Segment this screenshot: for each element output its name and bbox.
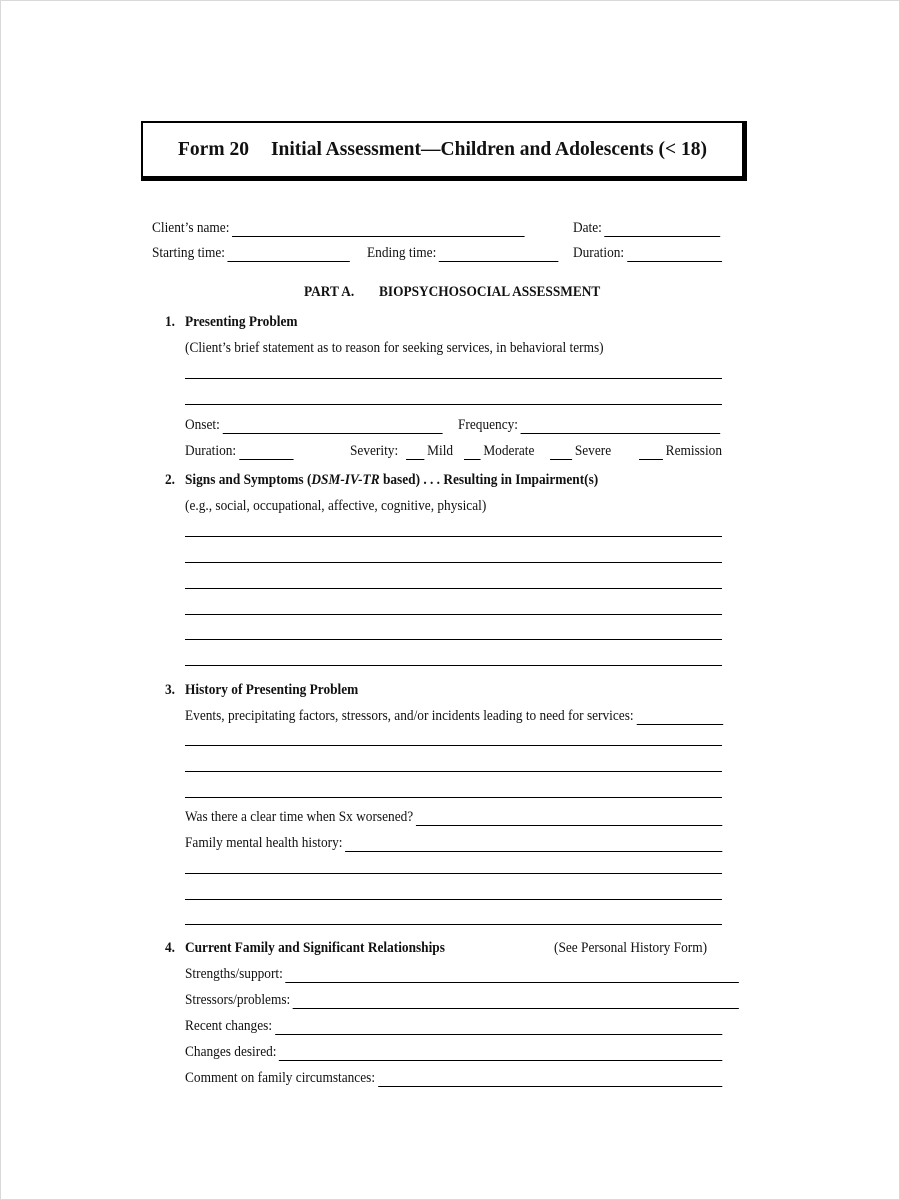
severity-moderate-option[interactable]: [464, 442, 534, 460]
section-2-heading: [185, 471, 598, 489]
section-2-line-5[interactable]: [185, 639, 722, 640]
worsened-label: Was there a clear time when Sx worsened?: [185, 809, 414, 825]
duration-field[interactable]: [573, 244, 722, 262]
severity-severe-option[interactable]: [550, 442, 611, 460]
section-2-line-3[interactable]: [185, 588, 722, 589]
frequency-blank[interactable]: [521, 420, 720, 434]
onset-field[interactable]: [185, 416, 443, 434]
events-blank[interactable]: [636, 711, 723, 725]
ending-time-label: Ending time:: [367, 245, 437, 261]
changes-desired-field[interactable]: [185, 1043, 722, 1061]
recent-changes-blank[interactable]: [275, 1021, 722, 1035]
section-3-line-3[interactable]: [185, 797, 722, 798]
changes-desired-label: Changes desired:: [185, 1044, 277, 1060]
severity-remission-option[interactable]: [639, 442, 722, 460]
worsened-field[interactable]: [185, 808, 722, 826]
family-history-label: Family mental health history:: [185, 835, 343, 851]
worsened-blank[interactable]: [416, 812, 722, 826]
stressors-label: Stressors/problems:: [185, 992, 291, 1008]
severe-label: Severe: [574, 443, 612, 459]
onset-blank[interactable]: [223, 420, 443, 434]
section-1-number: 1.: [165, 314, 176, 330]
section-2-line-2[interactable]: [185, 562, 722, 563]
family-comment-blank[interactable]: [378, 1073, 722, 1087]
severity-label: Severity:: [350, 443, 399, 459]
mild-label: Mild: [427, 443, 454, 459]
section-1-line-2[interactable]: [185, 404, 722, 405]
family-history-field[interactable]: [185, 834, 722, 852]
frequency-field[interactable]: [458, 416, 720, 434]
s1-duration-label: Duration:: [185, 443, 237, 459]
duration-blank[interactable]: [627, 248, 722, 262]
starting-time-blank[interactable]: [228, 248, 350, 262]
section-3-line-4[interactable]: [185, 873, 722, 874]
section-1-heading: Presenting Problem: [185, 314, 298, 330]
remission-label: Remission: [665, 443, 723, 459]
form-number: Form 20: [178, 138, 249, 160]
changes-desired-blank[interactable]: [279, 1047, 722, 1061]
events-field[interactable]: [185, 707, 723, 725]
frequency-label: Frequency:: [458, 417, 519, 433]
section-2-number: 2.: [165, 472, 176, 488]
moderate-label: Moderate: [483, 443, 535, 459]
section-3-line-1[interactable]: [185, 745, 722, 746]
date-field[interactable]: [573, 219, 720, 237]
section-3-number: 3.: [165, 682, 176, 698]
family-comment-field[interactable]: [185, 1069, 722, 1087]
events-label: Events, precipitating factors, stressors, and/or incidents leading to need for services:: [185, 708, 634, 724]
form-title: Initial Assessment—Children and Adolescents (< 18): [270, 138, 707, 160]
family-history-blank[interactable]: [345, 838, 722, 852]
strengths-field[interactable]: [185, 965, 739, 983]
onset-label: Onset:: [185, 417, 220, 433]
remission-blank[interactable]: [639, 446, 663, 460]
form-title-box: [141, 121, 747, 181]
section-4-number: 4.: [165, 940, 176, 956]
severe-blank[interactable]: [550, 446, 572, 460]
recent-changes-label: Recent changes:: [185, 1018, 273, 1034]
section-3-heading: History of Presenting Problem: [185, 682, 359, 698]
part-a-title: BIOPSYCHOSOCIAL ASSESSMENT: [379, 284, 601, 300]
starting-time-label: Starting time:: [152, 245, 225, 261]
section-4-heading: Current Family and Significant Relationships: [185, 940, 445, 956]
starting-time-field[interactable]: [152, 244, 350, 262]
section-2-heading-part-b: based) . . . Resulting in Impairment(s): [379, 472, 599, 488]
section-2-line-6[interactable]: [185, 665, 722, 666]
recent-changes-field[interactable]: [185, 1017, 722, 1035]
moderate-blank[interactable]: [464, 446, 481, 460]
section-3-line-6[interactable]: [185, 924, 722, 925]
ending-time-blank[interactable]: [439, 248, 558, 262]
duration-label: Duration:: [573, 245, 625, 261]
family-comment-label: Comment on family circumstances:: [185, 1070, 376, 1086]
section-3-line-5[interactable]: [185, 899, 722, 900]
s1-duration-blank[interactable]: [239, 446, 294, 460]
section-1-instruction: (Client’s brief statement as to reason for seeking services, in behavioral terms): [185, 340, 604, 356]
section-4-note: (See Personal History Form): [554, 940, 708, 956]
severity-mild-option[interactable]: [406, 442, 453, 460]
s1-duration-field[interactable]: [185, 442, 294, 460]
client-name-blank[interactable]: [232, 223, 524, 237]
strengths-label: Strengths/support:: [185, 966, 283, 982]
stressors-blank[interactable]: [293, 995, 739, 1009]
client-name-field[interactable]: [152, 219, 525, 237]
section-2-instruction: (e.g., social, occupational, affective, cognitive, physical): [185, 498, 487, 514]
section-2-line-1[interactable]: [185, 536, 722, 537]
section-3-line-2[interactable]: [185, 771, 722, 772]
stressors-field[interactable]: [185, 991, 739, 1009]
section-2-heading-italic: DSM-IV-TR: [311, 472, 380, 488]
client-name-label: Client’s name:: [152, 220, 230, 236]
section-2-line-4[interactable]: [185, 614, 722, 615]
ending-time-field[interactable]: [367, 244, 558, 262]
part-a-label: PART A.: [304, 284, 355, 300]
section-1-line-1[interactable]: [185, 378, 722, 379]
strengths-blank[interactable]: [286, 969, 739, 983]
date-blank[interactable]: [605, 223, 721, 237]
date-label: Date:: [573, 220, 602, 236]
section-2-heading-part-a: Signs and Symptoms (: [185, 472, 312, 488]
mild-blank[interactable]: [406, 446, 424, 460]
